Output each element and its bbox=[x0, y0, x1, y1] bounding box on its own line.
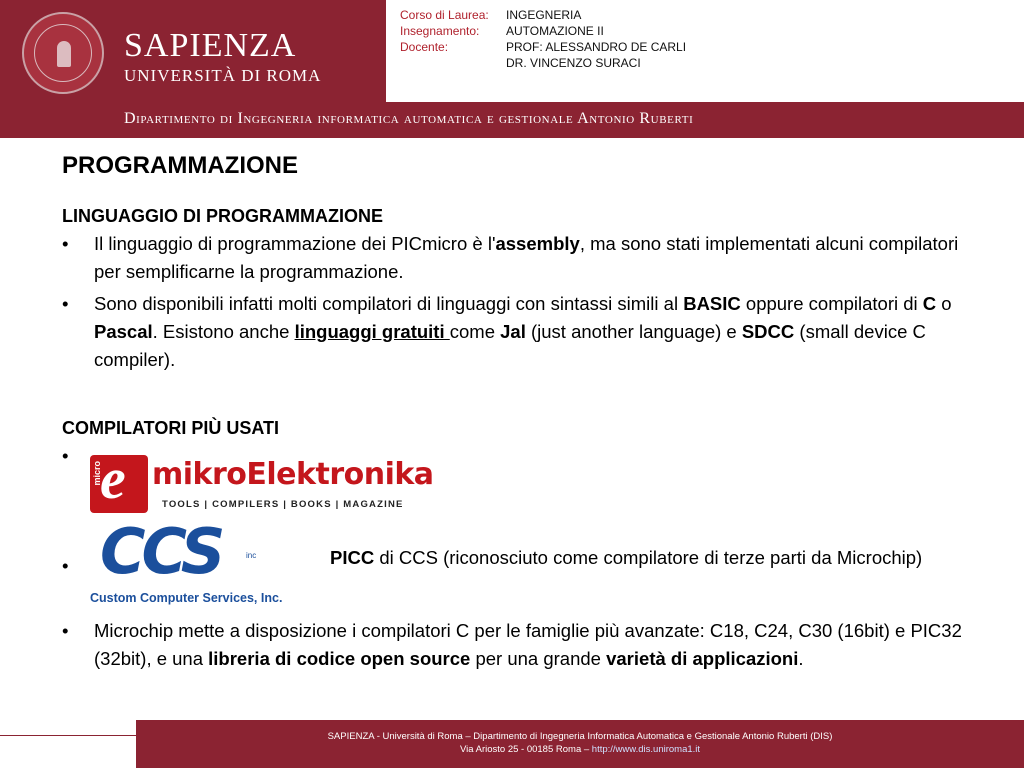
ccs-logo: CCS inc Custom Computer Services, Inc. bbox=[90, 515, 283, 605]
ccs-subtitle: Custom Computer Services, Inc. bbox=[90, 591, 283, 605]
bullet-ccs bbox=[62, 552, 68, 580]
footer-line-2: Via Ariosto 25 - 00185 Roma – http://www.dis.uniroma1.it bbox=[459, 744, 701, 755]
footer-line-1: SAPIENZA - Università di Roma – Dipartimento di Ingegneria Informatica Automatica e Gestionale Antonio Ruberti (DIS) bbox=[327, 731, 833, 742]
bullet-microchip: • Microchip mette a disposizione i compilatori C per le famiglie più avanzate: C18, C24, C30 (16bit) e PIC32 (32bit), e una libreria di codice open source per una grande varietà di applicazioni. bbox=[62, 617, 962, 673]
footer bbox=[136, 720, 1024, 768]
mikroelektronika-logo bbox=[90, 446, 434, 513]
bullet-icon: • bbox=[62, 555, 69, 576]
mikroelektronika-tagline: TOOLS | COMPILERS | BOOKS | MAGAZINE bbox=[162, 499, 404, 510]
course-info-row: Corso di Laurea: INGEGNERIA bbox=[400, 8, 582, 22]
department-band bbox=[0, 102, 1024, 138]
ccs-letters: CCS bbox=[100, 515, 222, 588]
slide-title: PROGRAMMAZIONE bbox=[62, 152, 298, 179]
slide-content bbox=[62, 150, 962, 466]
free-languages-link[interactable]: linguaggi gratuiti bbox=[294, 321, 450, 342]
bullet-icon: • bbox=[62, 445, 69, 466]
course-info bbox=[400, 7, 686, 71]
section-heading-language: LINGUAGGIO DI PROGRAMMAZIONE bbox=[62, 206, 383, 226]
university-brand bbox=[124, 28, 321, 86]
bullet-icon: • bbox=[62, 620, 69, 641]
course-info-row: Docente: PROF: ALESSANDRO DE CARLI bbox=[400, 40, 687, 54]
footer-divider bbox=[0, 735, 136, 736]
university-logo-box bbox=[0, 0, 386, 102]
university-seal-icon bbox=[22, 12, 104, 94]
section-heading-compilers: COMPILATORI PIÙ USATI bbox=[62, 418, 280, 438]
department-name: Dipartimento di Ingegneria informatica automatica e gestionale Antonio Ruberti bbox=[124, 110, 694, 127]
bullet-compilers: • Sono disponibili infatti molti compilatori di linguaggi con sintassi simili al BASIC oppure compilatori di C o Pascal. Esistono anche linguaggi gratuiti come Jal (just another language) e SDCC (small device C compiler). bbox=[62, 290, 962, 374]
mikroe-icon: micro e bbox=[90, 455, 148, 513]
brand-subtitle: UNIVERSITÀ DI ROMA bbox=[124, 66, 322, 85]
course-info-row: Insegnamento: AUTOMAZIONE II bbox=[400, 24, 604, 38]
department-website-link[interactable]: http://www.dis.uniroma1.it bbox=[591, 744, 701, 755]
mikroelektronika-name: mikroElektronika bbox=[152, 457, 434, 492]
bullet-icon: • bbox=[62, 233, 69, 254]
bullet-icon: • bbox=[62, 293, 69, 314]
brand-name: SAPIENZA bbox=[124, 27, 297, 64]
picc-description: PICC di CCS (riconosciuto come compilatore di terze parti da Microchip) bbox=[330, 547, 923, 568]
course-info-row: DR. VINCENZO SURACI bbox=[506, 56, 641, 70]
bullet-assembly: • Il linguaggio di programmazione dei PICmicro è l'assembly, ma sono stati implementati alcuni compilatori per semplificarne la programmazione. bbox=[62, 230, 962, 286]
